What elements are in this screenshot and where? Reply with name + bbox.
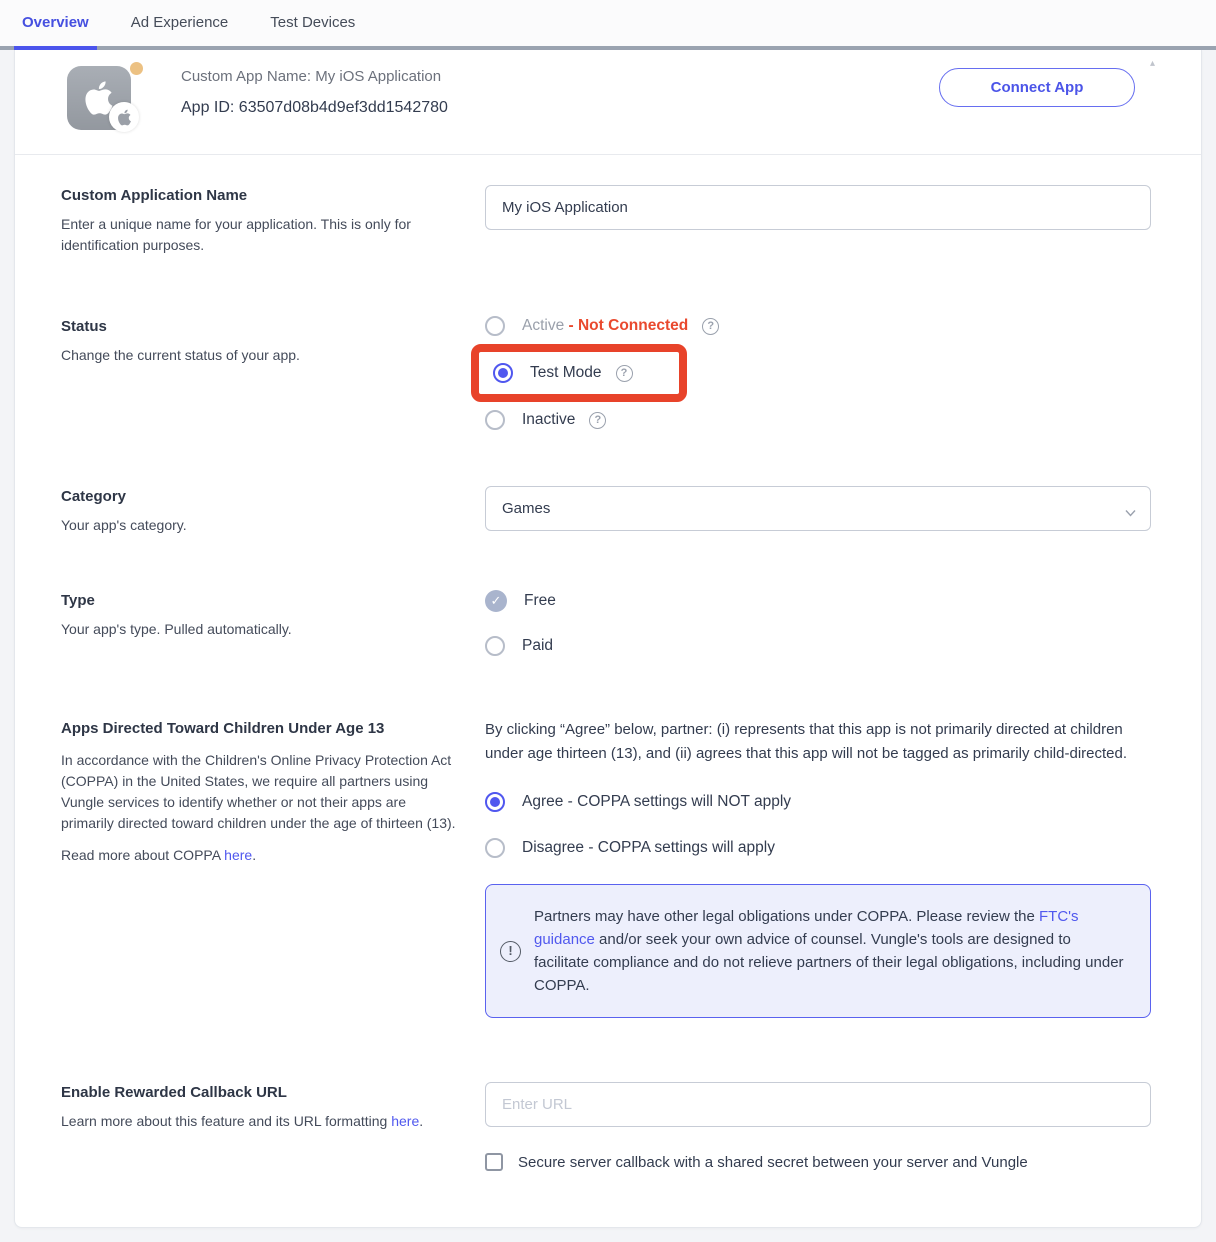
coppa-row bbox=[15, 718, 1201, 1018]
radio-unselected-icon[interactable] bbox=[485, 838, 505, 858]
status-inactive-label: Inactive bbox=[522, 411, 576, 428]
secure-callback-label: Secure server callback with a shared secret between your server and Vungle bbox=[518, 1154, 1028, 1171]
custom-app-name-line: Custom App Name: My iOS Application bbox=[181, 68, 442, 85]
chevron-down-icon bbox=[1125, 504, 1136, 521]
status-option-inactive[interactable] bbox=[485, 410, 1151, 430]
secure-callback-option[interactable] bbox=[485, 1151, 1151, 1175]
status-option-active[interactable] bbox=[485, 316, 1151, 336]
coppa-agreement-text: By clicking “Agree” below, partner: (i) represents that this app is not primarily directed at children under age thirteen (13), and (ii) agrees that this app will not be tagged as primarily child-directed. bbox=[485, 721, 1128, 762]
callback-here-link[interactable]: here bbox=[391, 1113, 420, 1129]
coppa-legal-notice bbox=[485, 884, 1151, 1018]
coppa-description: In accordance with the Children's Online Privacy Protection Act (COPPA) in the United States, we require all partners using Vungle services to identify whether or not their apps are primarily directed toward children under the age of thirteen (13). bbox=[61, 752, 456, 831]
ftc-guidance-link[interactable]: FTC's guidance bbox=[534, 908, 1079, 948]
app-icon bbox=[67, 66, 131, 130]
status-active-label: Active - Not Connected bbox=[522, 317, 689, 334]
tab-bar bbox=[0, 0, 1216, 50]
type-row bbox=[15, 590, 1201, 656]
status-label: Status bbox=[61, 318, 107, 335]
custom-name-description: Enter a unique name for your application. This is only for identification purposes. bbox=[61, 216, 411, 253]
type-label: Type bbox=[61, 592, 95, 609]
coppa-agree-label: Agree - COPPA settings will NOT apply bbox=[522, 793, 792, 810]
tab-overview[interactable]: Overview bbox=[14, 0, 97, 46]
apple-badge-icon bbox=[109, 102, 139, 132]
category-label: Category bbox=[61, 488, 127, 505]
radio-unselected-icon[interactable] bbox=[485, 410, 505, 430]
test-mode-highlight-annotation bbox=[471, 344, 687, 402]
type-description: Your app's type. Pulled automatically. bbox=[61, 621, 292, 637]
callback-row bbox=[15, 1082, 1201, 1175]
coppa-option-disagree[interactable] bbox=[485, 838, 1151, 858]
radio-selected-icon[interactable] bbox=[493, 363, 513, 383]
radio-unselected-icon[interactable] bbox=[485, 316, 505, 336]
custom-name-label: Custom Application Name bbox=[61, 187, 248, 204]
card-header bbox=[15, 50, 1201, 130]
category-description: Your app's category. bbox=[61, 517, 187, 533]
pending-status-dot bbox=[130, 62, 143, 75]
checkbox-unchecked-icon[interactable] bbox=[485, 1153, 503, 1171]
type-option-paid bbox=[485, 636, 1151, 656]
type-paid-label: Paid bbox=[522, 637, 554, 654]
category-selected-value: Games bbox=[502, 500, 551, 517]
check-selected-disabled-icon: ✓ bbox=[485, 590, 507, 612]
coppa-notice-text: Partners may have other legal obligations under COPPA. Please review the FTC's guidance and/or seek your own advice of counsel. Vungle's tools are designed to facilitate compliance and do not relieve partners of their legal obligations, including under COPPA. bbox=[534, 908, 1124, 994]
status-row bbox=[15, 316, 1201, 430]
category-select[interactable] bbox=[485, 486, 1151, 531]
not-connected-text: - Not Connected bbox=[564, 317, 689, 334]
status-description: Change the current status of your app. bbox=[61, 347, 300, 363]
custom-name-input[interactable] bbox=[485, 185, 1151, 230]
collapse-card-icon[interactable]: ▴ bbox=[1149, 58, 1155, 69]
tab-ad-experience[interactable]: Ad Experience bbox=[130, 14, 229, 31]
radio-selected-icon[interactable] bbox=[485, 792, 505, 812]
app-settings-card bbox=[14, 50, 1202, 1228]
info-icon: ! bbox=[500, 941, 521, 962]
help-icon[interactable]: ? bbox=[589, 412, 606, 429]
custom-name-row bbox=[15, 185, 1201, 256]
coppa-label: Apps Directed Toward Children Under Age 13 bbox=[61, 720, 385, 737]
help-icon[interactable]: ? bbox=[702, 318, 719, 335]
category-row bbox=[15, 486, 1201, 536]
radio-unselected-icon bbox=[485, 636, 505, 656]
status-test-mode-label: Test Mode bbox=[530, 364, 602, 381]
header-text bbox=[181, 66, 448, 117]
help-icon[interactable]: ? bbox=[616, 365, 633, 382]
tab-test-devices[interactable]: Test Devices bbox=[270, 14, 356, 31]
coppa-read-more: Read more about COPPA here. bbox=[61, 847, 257, 863]
callback-label: Enable Rewarded Callback URL bbox=[61, 1084, 287, 1101]
callback-description: Learn more about this feature and its URL formatting here. bbox=[61, 1113, 424, 1129]
type-free-label: Free bbox=[524, 592, 556, 609]
app-id-line: App ID: 63507d08b4d9ef3dd1542780 bbox=[181, 99, 448, 116]
coppa-disagree-label: Disagree - COPPA settings will apply bbox=[522, 839, 775, 856]
callback-url-input[interactable] bbox=[485, 1082, 1151, 1127]
coppa-here-link[interactable]: here bbox=[224, 847, 253, 863]
header-divider bbox=[15, 154, 1201, 155]
connect-app-button[interactable]: Connect App bbox=[939, 68, 1135, 107]
type-option-free bbox=[485, 590, 1151, 612]
coppa-option-agree[interactable] bbox=[485, 792, 1151, 812]
status-option-test-mode[interactable] bbox=[493, 363, 665, 383]
